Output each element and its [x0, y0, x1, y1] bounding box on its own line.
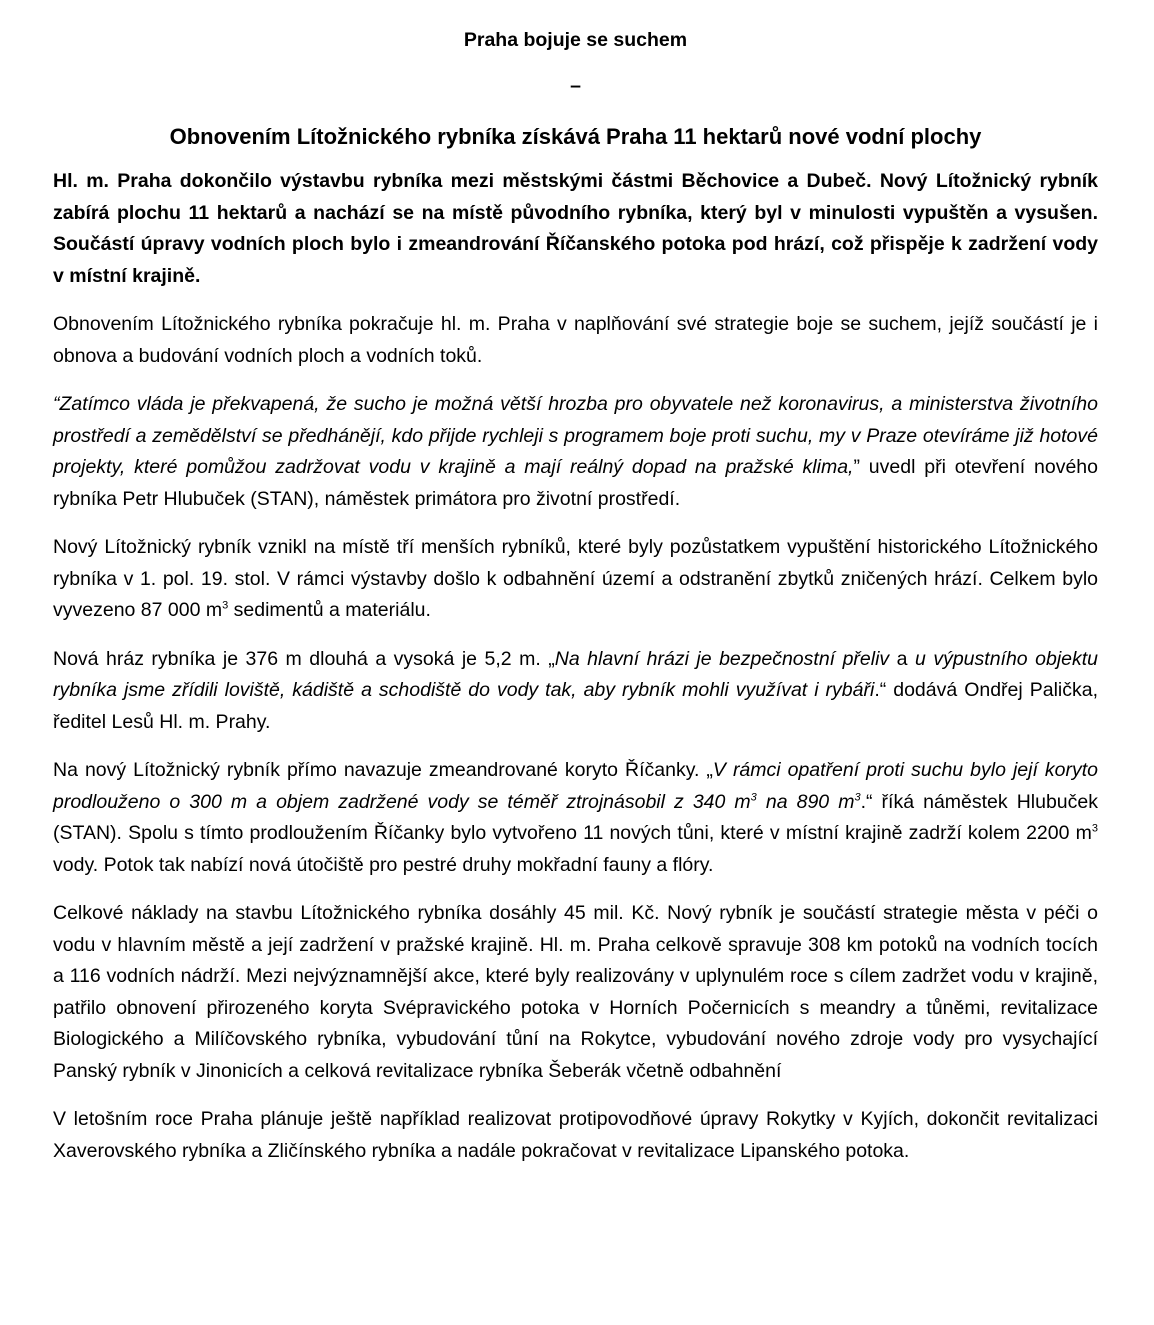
paragraph-quote-hlubucek [53, 389, 1098, 515]
history-text-end: sedimentů a materiálu. [228, 599, 431, 621]
superscript: 3 [854, 791, 861, 803]
dam-quote-2: u výpustního objektu rybníka jsme zřídili loviště, kádiště a schodiště do vody tak, aby rybník mohli využívat i rybáři [53, 647, 1099, 701]
superscript: 3 [222, 599, 229, 612]
ricanka-text-end: vody. Potok tak nabízí nová útočiště pro pestré druhy mokřadní fauny a flóry. [53, 853, 714, 876]
ricanka-quote-1: V rámci opatření proti suchu bylo její koryto prodlouženo o 300 m a objem zadržené vody se téměř ztrojnásobil z 340 m [53, 759, 1098, 813]
ricanka-quote-2: na 890 m [756, 790, 855, 813]
paragraph-strategy: Obnovením Lítožnického rybníka pokračuje hl. m. Praha v naplňování své strategie boje se suchem, jejíž součástí je i obnova a budování vodních ploch a vodních toků. [53, 313, 1098, 367]
ricanka-text: Na nový Lítožnický rybník přímo navazuje zmeandrované koryto Říčanky. „ [53, 759, 713, 781]
paragraph-costs: Celkové náklady na stavbu Lítožnického rybníka dosáhly 45 mil. Kč. Nový rybník je součástí strategie města v péči o vodu v hlavním městě a její zadržení v pražské krajině. Hl. m. Praha celkově spravuje 308 km potoků na vodních tocích a 116 vodních nádrží. Mezi nejvýznamnější akce, které byly realizovány v uplynulém roce s cílem zadržet vodu v krajině, patřilo obnovení přirozeného koryta Svépravického potoka v Horních Počernicích s meandry a tůněmi, revitalizace Biologického a Milíčovského rybníka, vybudování tůní na Rokytce, vybudování nového zdroje vody pro vysychající Panský rybník v Jinonicích a celková revitalizace rybníka Šeberák včetně odbahnění [53, 902, 1098, 1082]
paragraph-plans: V letošním roce Praha plánuje ještě například realizovat protipovodňové úpravy Rokytky v Kyjích, dokončit revitalizaci Xaverovského rybníka a Zličínského rybníka a nadále pokračovat v revitalizace Lipanského potoka. [53, 1108, 1098, 1162]
heading-dash: – [570, 75, 581, 97]
dam-attribution: .“ dodává Ondřej Palička, ředitel Lesů Hl. m. Prahy. [53, 679, 1098, 733]
dam-quote-1: Na hlavní hrázi je bezpečnostní přeliv [554, 647, 890, 670]
superscript: 3 [1091, 822, 1098, 835]
quote-text: “Zatímco vláda je překvapená, že sucho je možná větší hrozba pro obyvatele než koronavirus, a ministerstva životního prostředí a zemědělství se předhánějí, kdo přijde rychleji s programem boje proti suchu, my v Praze otevíráme již hotové projekty, které pomůžou zadržovat vodu v krajině a mají reálný dopad na pražské klima, [53, 393, 1098, 478]
article-title: Obnovením Lítožnického rybníka získává Praha 11 hektarů nové vodní plochy [169, 124, 982, 149]
ricanka-text-2: .“ říká náměstek Hlubuček (STAN). Spolu s tímto prodloužením Říčanky bylo vytvořeno 11 nových tůni, které v místní krajině zadrží kolem 2200 m [53, 790, 1098, 844]
paragraph-history [53, 532, 1098, 627]
paragraph-dam [53, 644, 1098, 739]
history-text: Nový Lítožnický rybník vznikl na místě tří menších rybníků, které byly pozůstatkem vypuštění historického Lítožnického rybníka v 1. pol. 19. stol. V rámci výstavby došlo k odbahnění území a odstranění zbytků zničených hrází. Celkem bylo vyvezeno 87 000 m [53, 536, 1098, 621]
lead-paragraph: Hl. m. Praha dokončilo výstavbu rybníka mezi městskými částmi Běchovice a Dubeč. Nový Lítožnický rybník zabírá plochu 11 hektarů a nachází se na místě původního rybníka, který byl v minulosti vypuštěn a vysušen. Součástí úpravy vodních ploch bylo i zmeandrování Říčanského potoka pod hrází, což přispěje k zadržení vody v místní krajině. [53, 170, 1098, 287]
dam-conjunction: a [889, 647, 915, 670]
kicker-heading: Praha bojuje se suchem [463, 29, 688, 51]
paragraph-ricanka [53, 755, 1098, 881]
dam-text: Nová hráz rybníka je 376 m dlouhá a vysoká je 5,2 m. „ [53, 647, 555, 670]
superscript: 3 [750, 791, 757, 803]
quote-attribution: ” uvedl při otevření nového rybníka Petr Hlubuček (STAN), náměstek primátora pro životní prostředí. [53, 456, 1098, 510]
